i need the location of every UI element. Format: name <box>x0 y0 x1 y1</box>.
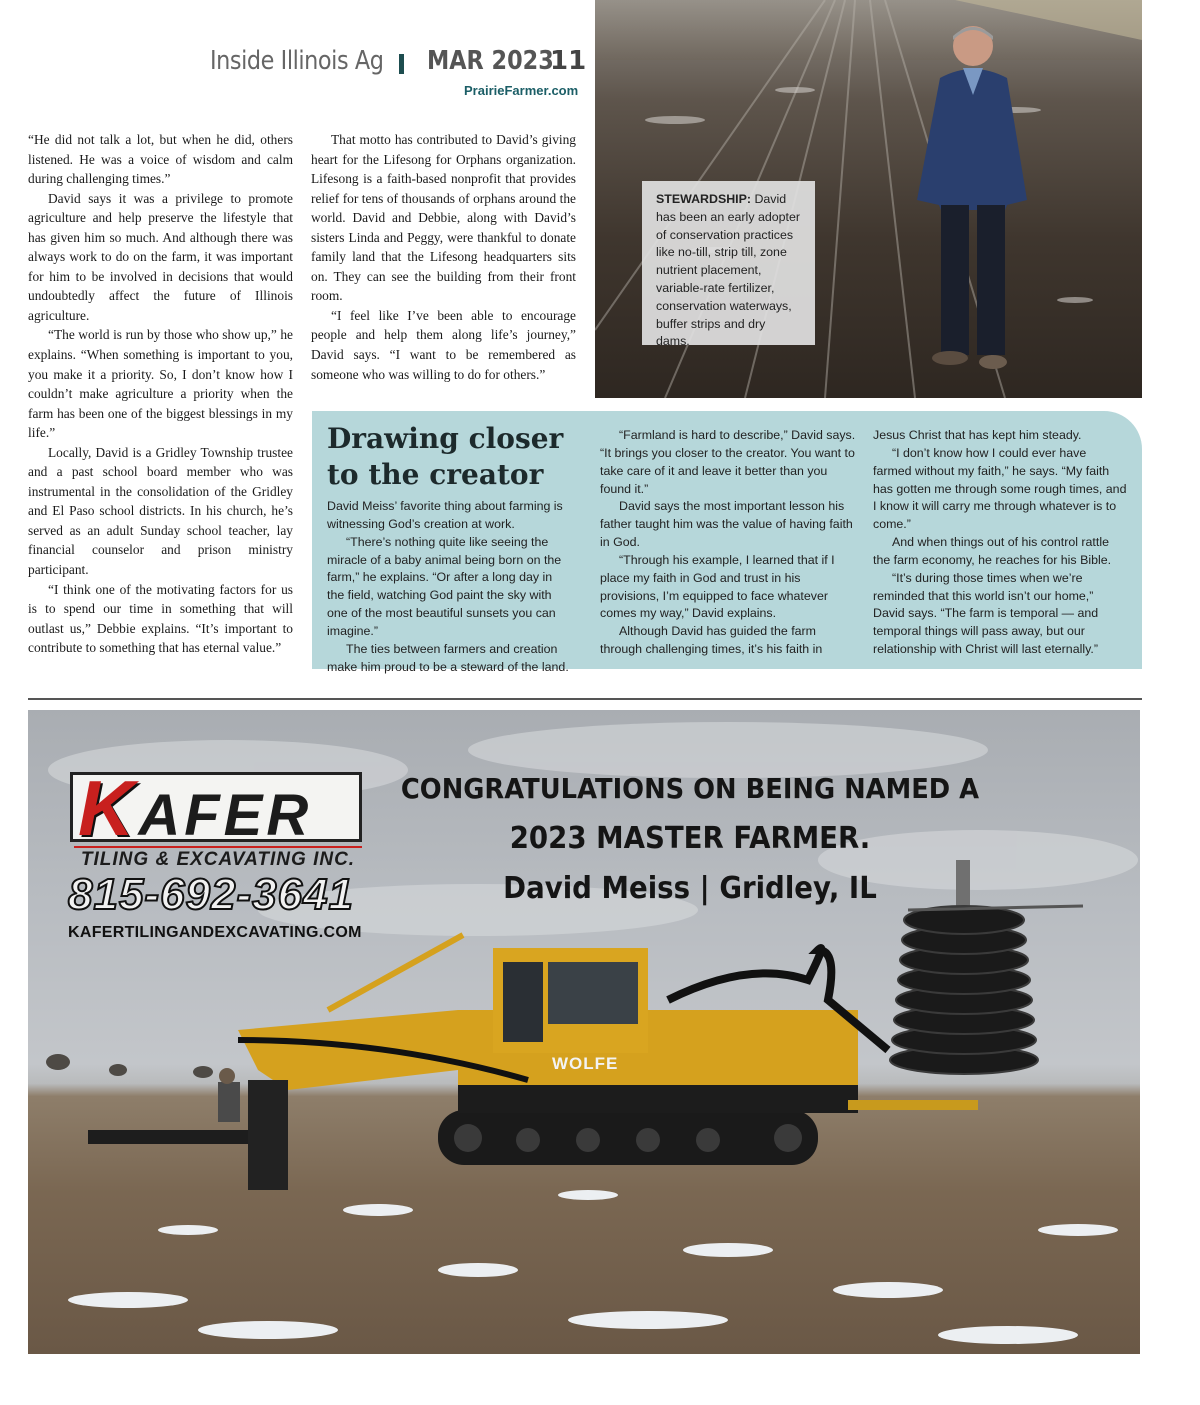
machine-brand-label: WOLFE <box>552 1054 619 1073</box>
paragraph: “There’s nothing quite like seeing the miracle of a baby animal being born on the farm,” he explains. “Or after a long day in the field, watching God paint the sky with one of the most beautiful sunsets you can imagine.” <box>327 534 562 638</box>
ad-honoree: David Meiss | Gridley, IL <box>503 871 877 906</box>
paragraph: David says the most important lesson his father taught him was the value of having faith in God. <box>600 499 853 550</box>
paragraph: That motto has contributed to David’s giving heart for the Lifesong for Orphans organization. Lifesong is a faith-based nonprofit that provides relief for tens of thousands of orphans around the world. David and Debbie, along with David’s sisters Linda and Peggy, were thankful to donate family land that the Lifesong headquarters sits on. They can see the building from their front room. <box>311 132 576 304</box>
paragraph: “He did not talk a lot, but when he did, others listened. He was a voice of wisdom and calm during challenging times.” <box>28 132 293 187</box>
paragraph: And when things out of his control rattle the farm economy, he reaches for his Bible. <box>873 535 1112 567</box>
logo-letter: K <box>78 764 139 852</box>
paragraph: “I feel like I’ve been able to encourage people and help them along life’s journey,” David says. “I want to be remembered as someone who was willing to do for others.” <box>311 307 576 382</box>
paragraph: Locally, David is a Gridley Township trustee and a past school board member who was instrumental in the consolidation of the Gridley and El Paso school districts. In his church, he’s served as an adult Sunday school teacher, lay financial counselor and prison ministry participant. <box>28 444 293 578</box>
company-subtitle: TILING & EXCAVATING INC. <box>74 846 362 871</box>
paragraph: “I don’t know how I could ever have farmed without my faith,” he says. “My faith has gotten me through some rough times, and I know it will carry me through whatever is to come.” <box>873 445 1127 532</box>
sidebar-column-3 <box>873 427 1128 659</box>
photo-caption <box>642 181 815 349</box>
paragraph: Jesus Christ that has kept him steady. <box>873 428 1082 442</box>
section-divider <box>28 698 1142 700</box>
ad-headline-1: CONGRATULATIONS ON BEING NAMED A <box>400 772 980 805</box>
sidebar-title: Drawing closer to the creator <box>327 422 564 491</box>
paragraph: “I think one of the motivating factors for us is to spend our time in something that will outlast us,” Debbie explains. “It’s important to contribute to something that has eternal value.” <box>28 581 293 656</box>
logo-name: AFER <box>138 783 313 848</box>
paragraph: “The world is run by those who show up,” he explains. “When something is important to you, you make it a priority. So, I don’t know how I couldn’t make agriculture a priority when the farm has been one of the biggest blessings in my life.” <box>28 327 293 441</box>
company-phone[interactable]: 815-692-3641 <box>68 870 355 919</box>
paragraph: “Through his example, I learned that if I place my faith in God and trust in his provisions, I’m equipped to face whatever comes my way,” David explains. <box>600 552 835 621</box>
header-divider <box>399 54 404 74</box>
ad-headline-2: 2023 MASTER FARMER. <box>509 821 871 856</box>
publication-name: Inside Illinois Ag <box>210 46 384 76</box>
website-link[interactable]: PrairieFarmer.com <box>464 83 579 98</box>
paragraph: Although David has guided the farm through challenging times, it’s his faith in <box>600 624 823 657</box>
paragraph: The ties between farmers and creation make him proud to be a steward of the land. <box>327 641 569 674</box>
page-number: 11 <box>550 46 587 76</box>
article-column-2 <box>311 130 576 384</box>
paragraph: “It’s during those times when we’re reminded that this world isn’t our home,” David says. “The farm is temporal — and temporal things will pass away, but our relationship with Christ will last eternally.” <box>873 570 1099 657</box>
issue-date: MAR 2023 <box>427 46 554 76</box>
sidebar-column-1 <box>327 498 572 676</box>
sidebar-column-2 <box>600 427 856 659</box>
paragraph: “Farmland is hard to describe,” David says. “It brings you closer to the creator. You want to take care of it and leave it better than you found it.” <box>600 428 856 496</box>
farmer-figure <box>917 26 1027 369</box>
page-header <box>200 44 587 84</box>
company-logo <box>78 764 313 852</box>
company-website-link[interactable]: KAFERTILINGANDEXCAVATING.COM <box>68 924 362 941</box>
article-column-1 <box>28 130 293 658</box>
paragraph: David Meiss’ favorite thing about farming is witnessing God’s creation at work. <box>327 499 563 531</box>
paragraph: David says it was a privilege to promote agriculture and help preserve the lifestyle that has given him so much. And although there was always work to do on the farm, it was important for him to be involved in decisions that would undoubtedly affect the future of Illinois agriculture. <box>28 190 293 323</box>
caption-lead: STEWARDSHIP: <box>656 192 751 206</box>
caption-text: David has been an early adopter of conservation practices like no-till, strip till, zone nutrient placement, variable-rate fertilizer, conservation waterways, buffer strips and dry dams. <box>656 192 800 349</box>
